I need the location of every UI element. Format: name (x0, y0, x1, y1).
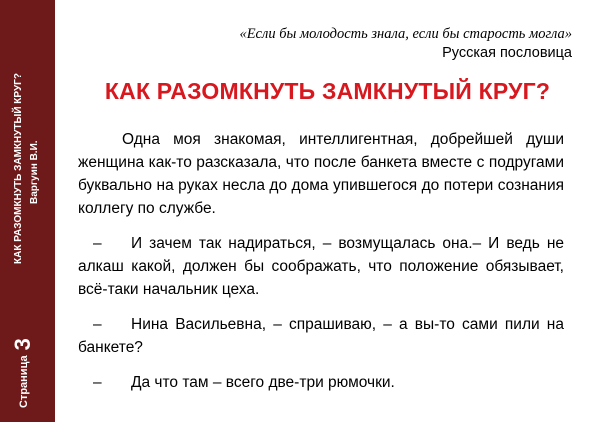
sidebar (0, 0, 55, 422)
dialog-dash: – (93, 235, 102, 252)
dialog-dash: – (93, 374, 102, 391)
page-title: КАК РАЗОМКНУТЬ ЗАМКНУТЫЙ КРУГ? (104, 78, 551, 104)
article-body (78, 128, 564, 406)
dialog-dash: – (93, 316, 102, 333)
dialog-text: Да что там – всего две-три рюмочки. (131, 374, 395, 391)
sidebar-author: Варгуин В.И. (29, 140, 40, 204)
epigraph-quote: «Если бы молодость знала, если бы старость могла» (239, 26, 572, 42)
epigraph-source: Русская пословица (442, 45, 572, 61)
page-indicator (10, 338, 36, 408)
dialog-line (78, 371, 564, 394)
dialog-text: И зачем так надираться, – возмущалась она.– И ведь не алкаш какой, должен бы соображать, что положение обязывает, всё-таки начальник цеха. (78, 235, 564, 298)
sidebar-title: КАК РАЗОМКНУТЬ ЗАМКНУТЫЙ КРУГ? (13, 73, 24, 264)
paragraph-text: Одна моя знакомая, интеллигентная, добрейшей души женщина как-то разсказала, что после банкета вместе с подругами буквально на руках несла до дома упившегося до потери сознания коллегу по службе. (78, 131, 564, 217)
page-number: 3 (10, 338, 35, 351)
dialog-text: Нина Васильевна, – спрашиваю, – а вы-то сами пили на банкете? (78, 316, 564, 356)
page-label: Страница (18, 355, 30, 408)
epigraph (239, 26, 572, 61)
dialog-line (78, 313, 564, 359)
dialog-line (78, 232, 564, 301)
paragraph (78, 128, 564, 220)
